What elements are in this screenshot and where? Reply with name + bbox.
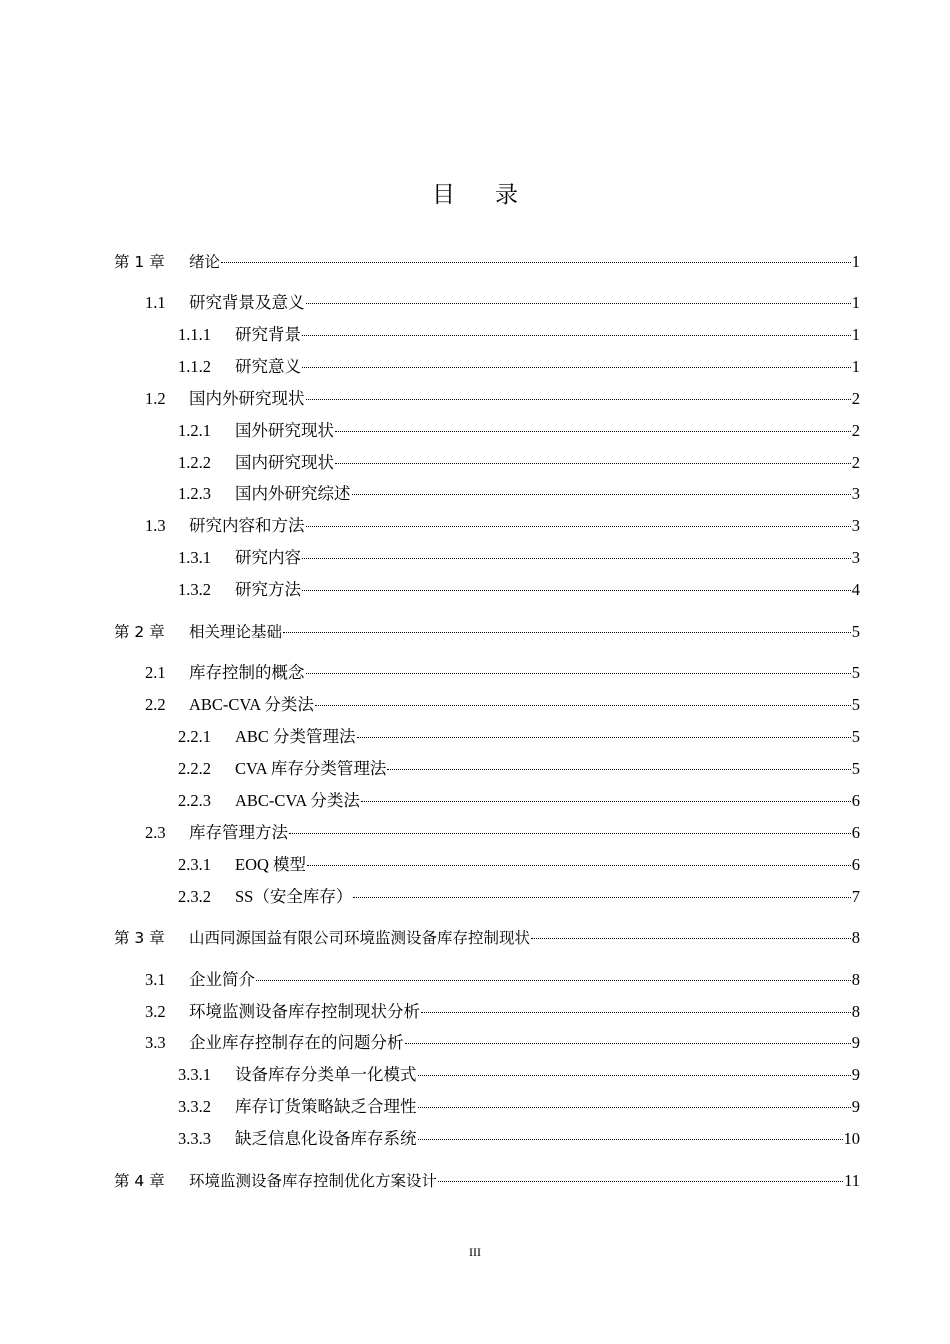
toc-entry-page: 9 bbox=[851, 1033, 860, 1052]
toc-entry[interactable] bbox=[145, 661, 860, 685]
dot-leader bbox=[289, 832, 851, 834]
toc-entry-page: 6 bbox=[851, 855, 860, 874]
toc-entry-number: 2.2 bbox=[145, 695, 166, 714]
toc-entry-page: 6 bbox=[851, 791, 860, 810]
toc-entry-number: 第 2 章 bbox=[114, 623, 165, 641]
toc-entry-number: 1.1 bbox=[145, 293, 166, 312]
toc-chapter-entry[interactable] bbox=[114, 250, 860, 274]
toc-entry[interactable] bbox=[145, 693, 860, 717]
toc-entry[interactable] bbox=[145, 1000, 860, 1024]
dot-leader bbox=[283, 631, 851, 633]
dot-leader bbox=[438, 1180, 843, 1182]
dot-leader bbox=[307, 864, 851, 866]
dot-leader bbox=[306, 398, 851, 400]
toc-entry[interactable] bbox=[178, 757, 860, 781]
toc-entry[interactable] bbox=[145, 387, 860, 411]
dot-leader bbox=[302, 366, 851, 368]
toc-entry-label: 库存控制的概念 bbox=[189, 663, 305, 682]
dot-leader bbox=[353, 896, 850, 898]
toc-entry-page: 1 bbox=[851, 252, 860, 271]
toc-entry-number: 2.1 bbox=[145, 663, 166, 682]
dot-leader bbox=[335, 430, 851, 432]
dot-leader bbox=[221, 261, 851, 263]
toc-entry-label: 研究背景及意义 bbox=[189, 293, 305, 312]
toc-entry-label: 国外研究现状 bbox=[235, 421, 334, 440]
toc-entry-number: 1.1.1 bbox=[178, 325, 211, 344]
toc-entry-number: 1.3.2 bbox=[178, 580, 211, 599]
toc-entry[interactable] bbox=[178, 789, 860, 813]
toc-entry[interactable] bbox=[178, 885, 860, 909]
dot-leader bbox=[387, 768, 850, 770]
dot-leader bbox=[418, 1106, 851, 1108]
toc-entry[interactable] bbox=[145, 821, 860, 845]
dot-leader bbox=[531, 937, 851, 939]
toc-entry[interactable] bbox=[178, 1063, 860, 1087]
toc-entry[interactable] bbox=[178, 578, 860, 602]
toc-entry-page: 5 bbox=[851, 695, 860, 714]
toc-entry-page: 4 bbox=[851, 580, 860, 599]
toc-entry-label: 研究内容和方法 bbox=[189, 516, 305, 535]
dot-leader bbox=[335, 462, 851, 464]
toc-entry-page: 9 bbox=[851, 1097, 860, 1116]
toc-entry-page: 7 bbox=[851, 887, 860, 906]
dot-leader bbox=[302, 557, 851, 559]
toc-entry-page: 5 bbox=[851, 663, 860, 682]
dot-leader bbox=[302, 334, 851, 336]
toc-entry[interactable] bbox=[145, 291, 860, 315]
toc-entry-number: 第 3 章 bbox=[114, 929, 165, 947]
toc-entry[interactable] bbox=[178, 853, 860, 877]
toc-entry-number: 2.3 bbox=[145, 823, 166, 842]
toc-entry-page: 5 bbox=[851, 622, 860, 641]
toc-entry-label: EOQ 模型 bbox=[235, 855, 307, 874]
toc-entry-page: 2 bbox=[851, 389, 860, 408]
toc-entry-label: 研究背景 bbox=[235, 325, 301, 344]
toc-entry[interactable] bbox=[145, 968, 860, 992]
toc-entry-number: 3.3.1 bbox=[178, 1065, 211, 1084]
page-number: III bbox=[469, 1245, 481, 1259]
toc-entry-label: 企业简介 bbox=[189, 970, 255, 989]
toc-entry-label: ABC-CVA 分类法 bbox=[235, 791, 360, 810]
dot-leader bbox=[306, 672, 851, 674]
toc-entry-page: 3 bbox=[851, 484, 860, 503]
toc-entry-label: 国内研究现状 bbox=[235, 453, 334, 472]
toc-entry-page: 11 bbox=[844, 1171, 860, 1190]
dot-leader bbox=[357, 736, 851, 738]
toc-entry-number: 1.3.1 bbox=[178, 548, 211, 567]
toc-entry-number: 1.3 bbox=[145, 516, 166, 535]
toc-entry-label: CVA 库存分类管理法 bbox=[235, 759, 387, 778]
toc-entry-page: 10 bbox=[843, 1129, 860, 1148]
dot-leader bbox=[306, 302, 851, 304]
dot-leader bbox=[421, 1011, 851, 1013]
toc-entry-page: 1 bbox=[851, 357, 860, 376]
toc-entry-label: 环境监测设备库存控制现状分析 bbox=[189, 1002, 420, 1021]
toc-entry-label: 绪论 bbox=[189, 253, 221, 271]
dot-leader bbox=[315, 704, 851, 706]
toc-entry[interactable] bbox=[178, 1127, 860, 1151]
toc-entry-label: 企业库存控制存在的问题分析 bbox=[189, 1033, 404, 1052]
toc-entry-label: 山西同源国益有限公司环境监测设备库存控制现状 bbox=[189, 929, 531, 947]
dot-leader bbox=[302, 589, 851, 591]
toc-entry-label: 环境监测设备库存控制优化方案设计 bbox=[189, 1172, 438, 1190]
toc-chapter-entry[interactable] bbox=[114, 1169, 860, 1193]
toc-chapter-entry[interactable] bbox=[114, 926, 860, 950]
toc-entry-label: ABC-CVA 分类法 bbox=[189, 695, 314, 714]
toc-entry-number: 1.1.2 bbox=[178, 357, 211, 376]
toc-entry-label: 研究内容 bbox=[235, 548, 301, 567]
toc-entry-number: 3.2 bbox=[145, 1002, 166, 1021]
toc-entry-page: 8 bbox=[851, 970, 860, 989]
toc-entry-label: 研究意义 bbox=[235, 357, 301, 376]
toc-entry-number: 2.3.1 bbox=[178, 855, 211, 874]
toc-entry-label: 国内外研究现状 bbox=[189, 389, 305, 408]
toc-entry-label: 国内外研究综述 bbox=[235, 484, 351, 503]
toc-chapter-entry[interactable] bbox=[114, 620, 860, 644]
toc-entry[interactable] bbox=[145, 514, 860, 538]
toc-entry[interactable] bbox=[178, 451, 860, 475]
dot-leader bbox=[361, 800, 851, 802]
toc-entry[interactable] bbox=[178, 1095, 860, 1119]
toc-entry-label: 库存订货策略缺乏合理性 bbox=[235, 1097, 417, 1116]
toc-entry[interactable] bbox=[178, 725, 860, 749]
toc-title-left: 目 bbox=[432, 182, 455, 208]
dot-leader bbox=[256, 979, 851, 981]
toc-entry-page: 2 bbox=[851, 421, 860, 440]
dot-leader bbox=[418, 1138, 843, 1140]
toc-entry-label: ABC 分类管理法 bbox=[235, 727, 356, 746]
toc-entry[interactable] bbox=[178, 482, 860, 506]
toc-entry-page: 9 bbox=[851, 1065, 860, 1084]
toc-entry-page: 5 bbox=[851, 759, 860, 778]
toc-entry-page: 3 bbox=[851, 548, 860, 567]
toc-entry-number: 2.2.1 bbox=[178, 727, 211, 746]
toc-entry-number: 第 1 章 bbox=[114, 253, 165, 271]
toc-entry-label: 缺乏信息化设备库存系统 bbox=[235, 1129, 417, 1148]
toc-entry-label: 研究方法 bbox=[235, 580, 301, 599]
toc-entry-number: 2.2.3 bbox=[178, 791, 211, 810]
toc-entry-page: 1 bbox=[851, 293, 860, 312]
toc-entry-number: 3.1 bbox=[145, 970, 166, 989]
dot-leader bbox=[306, 525, 851, 527]
toc-entry-number: 1.2.1 bbox=[178, 421, 211, 440]
toc-entry-number: 第 4 章 bbox=[114, 1172, 165, 1190]
toc-entry-page: 1 bbox=[851, 325, 860, 344]
toc-entry-number: 2.3.2 bbox=[178, 887, 211, 906]
toc-entry-number: 1.2 bbox=[145, 389, 166, 408]
toc-entry-label: 库存管理方法 bbox=[189, 823, 288, 842]
toc-entry-page: 8 bbox=[851, 928, 860, 947]
dot-leader bbox=[352, 493, 851, 495]
toc-entry-number: 2.2.2 bbox=[178, 759, 211, 778]
dot-leader bbox=[418, 1074, 851, 1076]
toc-entry-number: 3.3 bbox=[145, 1033, 166, 1052]
toc-entry-page: 5 bbox=[851, 727, 860, 746]
toc-entry[interactable] bbox=[178, 419, 860, 443]
toc-entry-page: 2 bbox=[851, 453, 860, 472]
toc-entry[interactable] bbox=[145, 1031, 860, 1055]
toc-entry-label: 相关理论基础 bbox=[189, 623, 283, 641]
toc-entry-number: 1.2.3 bbox=[178, 484, 211, 503]
toc-entry[interactable] bbox=[178, 546, 860, 570]
toc-entry-page: 8 bbox=[851, 1002, 860, 1021]
toc-entry[interactable] bbox=[178, 355, 860, 379]
toc-entry-label: SS（安全库存） bbox=[235, 887, 353, 906]
toc-entry-label: 设备库存分类单一化模式 bbox=[235, 1065, 417, 1084]
toc-entry-page: 3 bbox=[851, 516, 860, 535]
dot-leader bbox=[405, 1042, 851, 1044]
toc-entry-number: 1.2.2 bbox=[178, 453, 211, 472]
toc-entry-number: 3.3.3 bbox=[178, 1129, 211, 1148]
toc-entry[interactable] bbox=[178, 323, 860, 347]
toc-title-right: 录 bbox=[495, 182, 518, 208]
toc-entry-page: 6 bbox=[851, 823, 860, 842]
toc-entry-number: 3.3.2 bbox=[178, 1097, 211, 1116]
